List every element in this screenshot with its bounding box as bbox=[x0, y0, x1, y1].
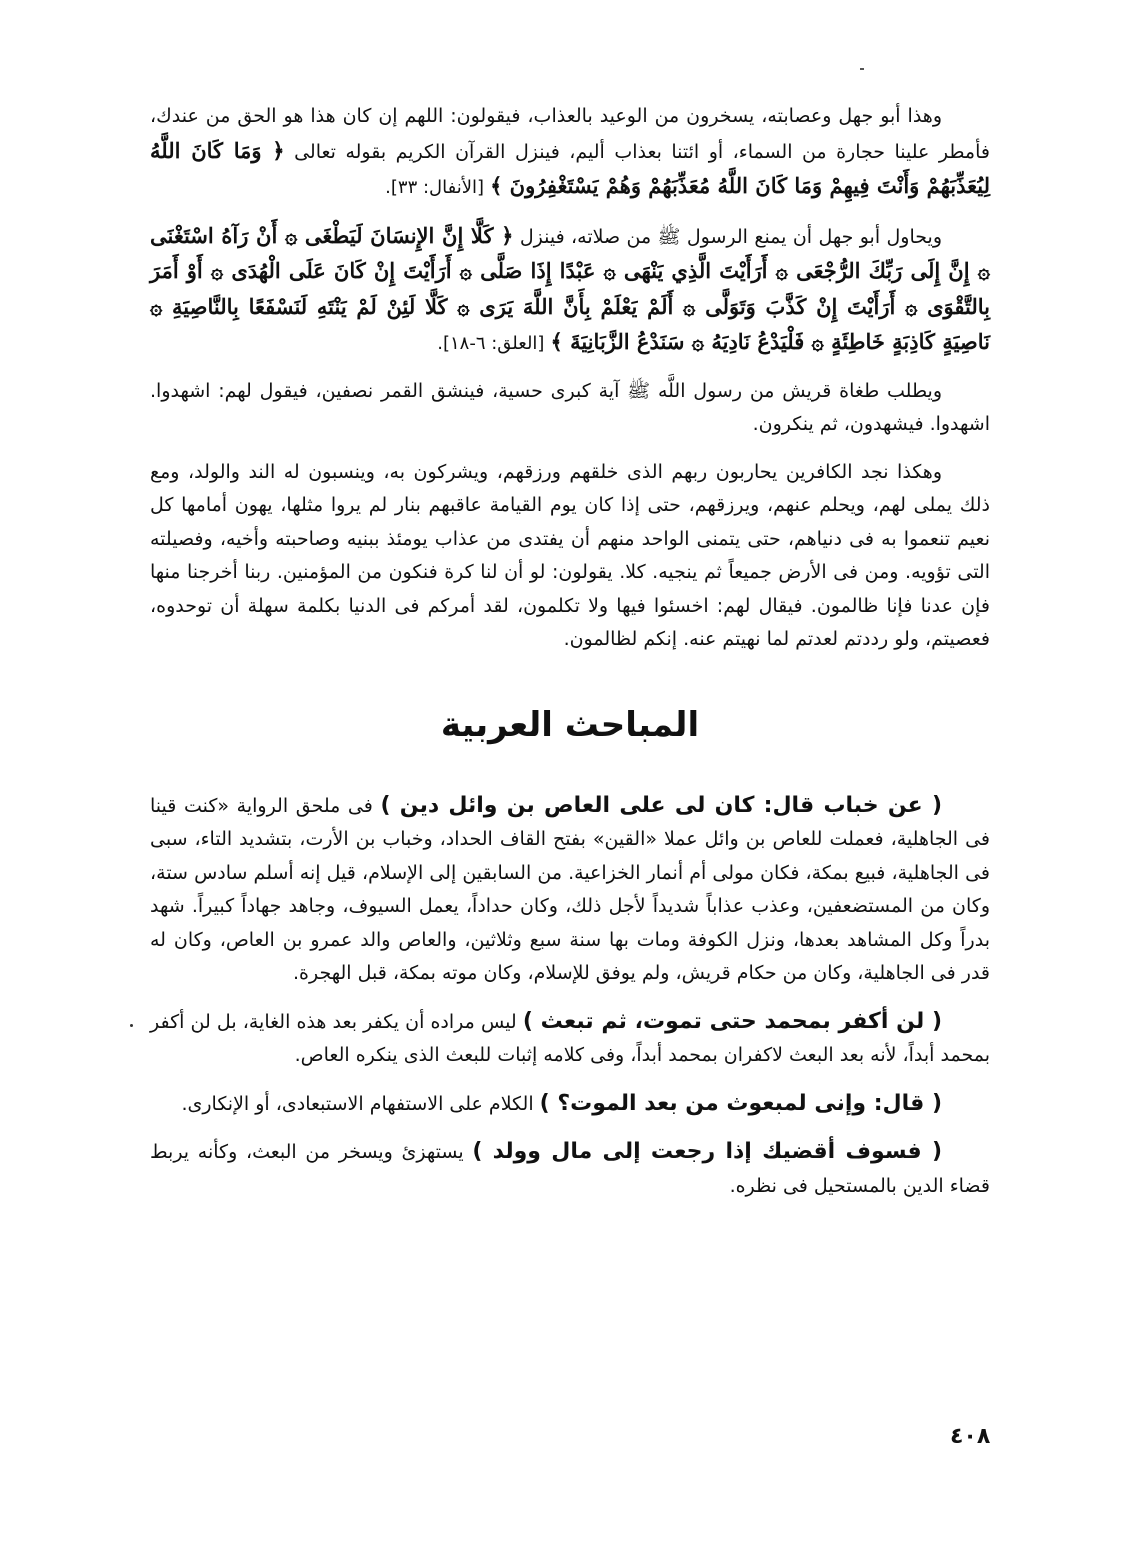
note-aqdika bbox=[150, 1135, 990, 1203]
scan-dot bbox=[130, 1024, 133, 1027]
paragraph-text: ويحاول أبو جهل أن يمنع الرسول ﷺ من صلاته، فينزل bbox=[519, 225, 942, 248]
paragraph-text: ويطلب طغاة قريش من رسول اللَّه ﷺ آية كبرى حسية، فينشق القمر نصفين، فيقول لهم: اشهدوا. اشهدوا. فيشهدون، ثم ينكرون. bbox=[150, 379, 990, 435]
page-number: ٤٠٨ bbox=[950, 1424, 991, 1449]
paragraph-disbelievers bbox=[150, 456, 990, 657]
scan-mark bbox=[860, 68, 864, 70]
quran-verse: ﴿ وَمَا كَانَ اللَّهُ لِيُعَذِّبَهُمْ وَأَنْتَ فِيهِمْ وَمَا كَانَ اللَّهُ مُعَذِّبَهُمْ وَهُمْ يَسْتَغْفِرُونَ ﴾ bbox=[150, 137, 990, 198]
verse-reference: [العلق: ٦-١٨]. bbox=[437, 333, 545, 354]
paragraph-abu-jahl-mockery bbox=[150, 100, 990, 205]
note-lemma: ( عن خباب قال: كان لى على العاص بن وائل دين ) bbox=[380, 792, 942, 818]
paragraph-abu-jahl-prayer bbox=[150, 219, 990, 361]
note-lemma: ( فسوف أقضيك إذا رجعت إلى مال وولد ) bbox=[472, 1139, 942, 1164]
note-lemma: ( لن أكفر بمحمد حتى تموت، ثم تبعث ) bbox=[522, 1008, 943, 1034]
note-lan-akfur bbox=[150, 1005, 990, 1073]
section-title: المباحث العربية bbox=[440, 704, 700, 745]
paragraph-text: وهذا أبو جهل وعصابته، يسخرون من الوعيد بالعذاب، فيقولون: اللهم إن كان هذا هو الحق من عندك، فأمطر علينا حجارة من السماء، أو ائتنا بعذاب أليم، فينزل القرآن الكريم بقوله تعالى bbox=[150, 105, 990, 163]
page-body bbox=[150, 100, 990, 1217]
verse-reference: [الأنفال: ٣٣]. bbox=[385, 177, 485, 198]
quran-verse: ﴿ كَلَّا إِنَّ الإِنسَانَ لَيَطْغَى ۞ أَنْ رَآهُ اسْتَغْنَى ۞ إِنَّ إِلَى رَبِّكَ الرُّجْعَى ۞ أَرَأَيْتَ الَّذِي يَنْهَى ۞ عَبْدًا إِذَا صَلَّى ۞ أَرَأَيْتَ إِنْ كَانَ عَلَى الْهُدَى ۞ أَوْ أَمَرَ بِالتَّقْوَى ۞ أَرَأَيْتَ إِنْ كَذَّبَ وَتَوَلَّى ۞ أَلَمْ يَعْلَمْ بِأَنَّ اللَّهَ يَرَى ۞ كَلَّا لَئِنْ لَمْ يَنْتَهِ لَنَسْفَعًا بِالنَّاصِيَةِ ۞ نَاصِيَةٍ كَاذِبَةٍ خَاطِئَةٍ ۞ فَلْيَدْعُ نَادِيَهُ ۞ سَنَدْعُ الزَّبَانِيَةَ ﴾ bbox=[150, 222, 990, 354]
note-text: ليس مراده أن يكفر بعد هذه الغاية، بل لن أكفر بمحمد أبداً، لأنه بعد البعث لاكفران بمحمد أبداً، وفى كلامه إثبات للبعث الذى ينكره العاص. bbox=[150, 1010, 990, 1066]
paragraph-moon-split bbox=[150, 375, 990, 442]
note-mabuth bbox=[150, 1087, 990, 1122]
note-text: فى ملحق الرواية «كنت قينا فى الجاهلية، فعملت للعاص بن وائل عملا «القين» بفتح القاف الحداد، وخباب بن الأرت، بتشديد التاء، سبى فى الجاهلية، فبيع بمكة، فكان مولى أم أنمار الخزاعية. من السابقين إلى الإسلام، قيل إنه أسلم سادس ستة، وكان من المستضعفين، وعذب عذاباً شديداً لأجل ذلك، وكان حداداً، يعمل السيوف، وجاهد جهاداً كبيراً. شهد بدراً وكل المشاهد بعدها، ونزل الكوفة ومات بها سنة سبع وثلاثين، والعاص والد عمرو بن العاص، وكان له قدر فى الجاهلية، وكان من حكام قريش، ولم يوفق للإسلام، وكان موته بمكة، قبل الهجرة. bbox=[150, 794, 990, 984]
paragraph-text: وهكذا نجد الكافرين يحاربون ربهم الذى خلقهم ورزقهم، ويشركون به، وينسبون له الند والولد، ومع ذلك يملى لهم، ويحلم عنهم، ويرزقهم، حتى إذا كان يوم القيامة عاقبهم بنار لم يروا مثلها، يهون أمامها كل نعيم تنعموا به فى دنياهم، حتى يتمنى الواحد منهم أن يفتدى من عذاب يومئذ ببنيه وصاحبته وأخيه، وفصيلته التى تؤويه. ومن فى الأرض جميعاً ثم ينجيه. كلا. يقولون: لو أن لنا كرة فنكون من المؤمنين. ربنا أخرجنا منها فإن عدنا فإنا ظالمون. فيقال لهم: اخسئوا فيها ولا تكلمون، لقد أمركم فى الدنيا بكلمة سهلة أن توحدوه، فعصيتم، ولو رددتم لعدتم لما نهيتم عنه. إنكم لظالمون. bbox=[150, 460, 990, 650]
note-lemma: ( قال: وإنى لمبعوث من بعد الموت؟ ) bbox=[539, 1090, 942, 1116]
note-text: يستهزئ ويسخر من البعث، وكأنه يربط قضاء الدين بالمستحيل فى نظره. bbox=[150, 1141, 990, 1197]
note-text: الكلام على الاستفهام الاستبعادى، أو الإنكارى. bbox=[181, 1092, 534, 1115]
note-khabbab bbox=[150, 789, 990, 991]
